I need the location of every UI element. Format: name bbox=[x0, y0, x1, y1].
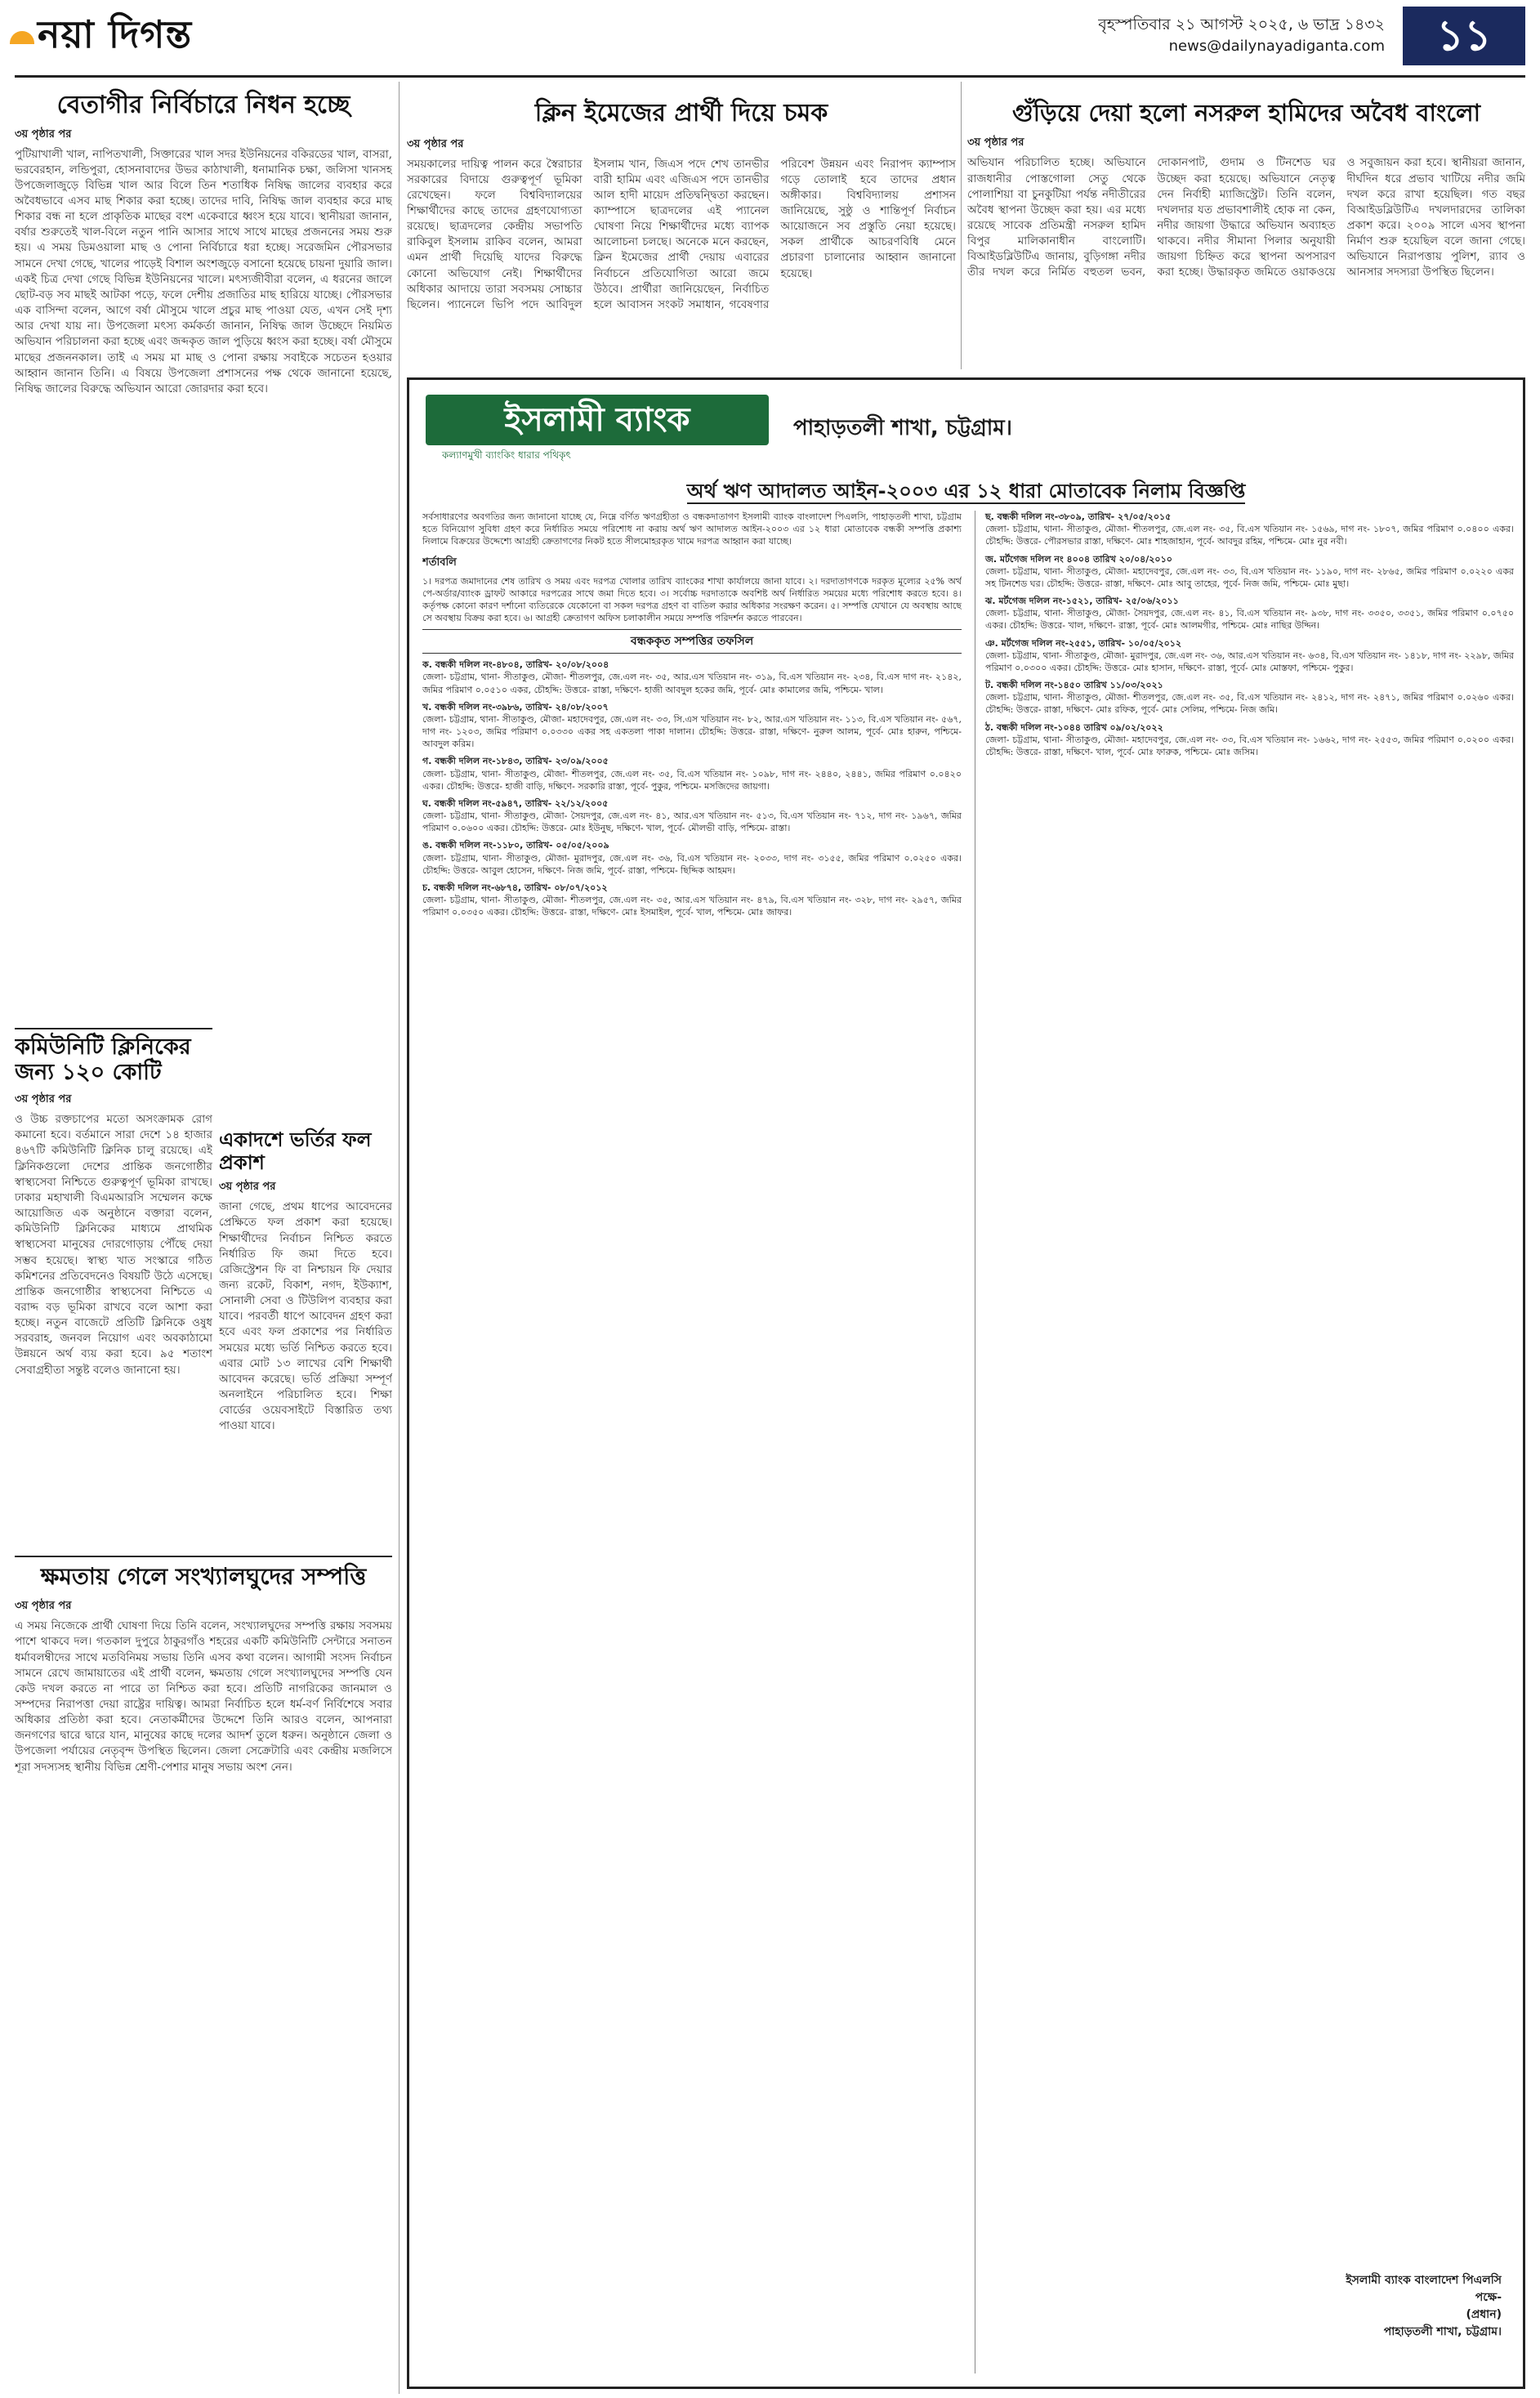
notice-conditions: ১। দরপত্র জমাদানের শেষ তারিখ ও সময় এবং দরপত্র খোলার তারিখ ব্যাংকের শাখা কার্যালয়ে জানা যাবে। ২। দরদাতাগণকে দরকৃত মূল্যের ২৫% অর্থ পে-অর্ডার/ব্যাংক ড্রাফট আকারে দরপত্রের সাথে জমা দিতে হবে। ৩। সর্বোচ্চ দরদাতাকে অবশিষ্ট অর্থ নির্ধারিত সময়ের মধ্যে পরিশোধ করতে হবে। ৪। কর্তৃপক্ষ কোনো কারণ দর্শানো ব্যতিরেকে যেকোনো বা সকল দরপত্র গ্রহণ বা বাতিল করার অধিকার সংরক্ষণ করেন। ৫। সম্পত্তি যেখানে যে অবস্থায় আছে সে অবস্থায় বিক্রয় করা হবে। ৬। আগ্রহী ক্রেতাগণ অফিস চলাকালীন সময়ে সম্পত্তি পরিদর্শন করতে পারবেন। bbox=[422, 575, 962, 624]
schedule-record bbox=[422, 797, 962, 835]
record-deed: চ. বন্ধকী দলিল নং-৬৮৭৪, তারিখ- ০৮/০৭/২০১২ bbox=[422, 882, 608, 893]
record-details: জেলা- চট্টগ্রাম, থানা- সীতাকুণ্ড, মৌজা- সৈয়দপুর, জে.এল নং- ৪১, বি.এস খতিয়ান নং- ৯৩৮, দাগ নং- ৩৩৫০, ৩৩৫১, জমির পরিমাণ ০.০৭৫০ একর। চৌহদ্দি: উত্তরে- খাল, দক্ষিণে- রাস্তা, পূর্বে- মোঃ আলমগীর, পশ্চিমে- মোঃ নাছির উদ্দিন। bbox=[985, 608, 1514, 632]
signature-title: (প্রধান) bbox=[1466, 2308, 1502, 2321]
article-betagi bbox=[15, 85, 392, 1023]
sun-logo-icon bbox=[10, 31, 34, 44]
bank-tagline: কল্যাণমুখী ব্যাংকিং ধারার পথিকৃৎ bbox=[442, 449, 571, 461]
record-deed: ঠ. বন্ধকী দলিল নং-১০৪৪ তারিখ ০৯/০২/২০২২ bbox=[985, 721, 1163, 733]
schedule-record bbox=[422, 659, 962, 696]
article-headline: ক্ষমতায় গেলে সংখ্যালঘুদের সম্পত্তি bbox=[40, 1563, 367, 1590]
article-body: ও উচ্চ রক্তচাপের মতো অসংক্রামক রোগ কমানো হবে। বর্তমানে সারা দেশে ১৪ হাজার ৪৬৭টি কমিউনিটি ক্লিনিক চালু রয়েছে। এই ক্লিনিকগুলো দেশের প্রান্তিক জনগোষ্ঠীর স্বাস্থ্যসেবা নিশ্চিতে গুরুত্বপূর্ণ ভূমিকা রাখছে। ঢাকার মহাখালী বিএমআরসি সম্মেলন কক্ষে আয়োজিত এক অনুষ্ঠানে বক্তারা বলেন, কমিউনিটি ক্লিনিকের মাধ্যমে প্রাথমিক স্বাস্থ্যসেবা মানুষের দোরগোড়ায় পৌঁছে দেয়া সম্ভব হয়েছে। স্বাস্থ্য খাত সংস্কারে গঠিত কমিশনের প্রতিবেদনেও বিষয়টি উঠে এসেছে। প্রান্তিক জনগোষ্ঠীর স্বাস্থ্যসেবা নিশ্চিতে এ বরাদ্দ বড় ভূমিকা রাখবে বলে আশা করা হচ্ছে। নতুন বাজেটে প্রতিটি ক্লিনিকে ওষুধ সরবরাহ, জনবল নিয়োগ এবং অবকাঠামো উন্নয়নে অর্থ ব্যয় করা হবে। ৯৫ শতাংশ সেবাগ্রহীতা সন্তুষ্ট বলেও জানানো হয়। bbox=[15, 1113, 212, 1377]
schedule-record bbox=[422, 882, 962, 919]
masthead bbox=[0, 0, 1540, 80]
article-kicker: ৩য় পৃষ্ঠার পর bbox=[15, 127, 72, 141]
article-kicker: ৩য় পৃষ্ঠার পর bbox=[15, 1093, 72, 1106]
signature-org: ইসলামী ব্যাংক বাংলাদেশ পিএলসি bbox=[1346, 2274, 1502, 2287]
branch-name: পাহাড়তলী শাখা, চট্টগ্রাম। bbox=[793, 416, 1012, 440]
schedule-record bbox=[985, 553, 1514, 591]
schedule-record bbox=[985, 511, 1514, 548]
article-kicker: ৩য় পৃষ্ঠার পর bbox=[219, 1181, 276, 1194]
website-email: news@dailynayadiganta.com bbox=[1168, 38, 1385, 55]
signature-branch: পাহাড়তলী শাখা, চট্টগ্রাম। bbox=[1383, 2325, 1502, 2338]
article-kicker: ৩য় পৃষ্ঠার পর bbox=[967, 136, 1024, 150]
article-headline: একাদশে ভর্তির ফল প্রকাশ bbox=[219, 1128, 372, 1174]
record-deed: ঞ. মর্টগেজ দলিল নং-২৫৫১, তারিখ- ১০/০৫/২০১২ bbox=[985, 637, 1182, 649]
record-details: জেলা- চট্টগ্রাম, থানা- সীতাকুণ্ড, মৌজা- মুরাদপুর, জে.এল নং- ৩৬, বি.এস খতিয়ান নং- ২০৩৩, দাগ নং- ৩১৫৫, জমির পরিমাণ ০.০২৫০ একর। চৌহদ্দি: উত্তরে- আবুল হোসেন, দক্ষিণে- নিজ জমি, পূর্বে- রাস্তা, পশ্চিমে- ছিদ্দিক আহমদ। bbox=[422, 852, 962, 876]
article-kicker: ৩য় পৃষ্ঠার পর bbox=[15, 1600, 72, 1613]
article-headline: গুঁড়িয়ে দেয়া হলো নসরুল হামিদের অবৈধ বাংলো bbox=[1011, 99, 1481, 127]
schedule-table-title: বন্ধককৃত সম্পত্তির তফসিল bbox=[422, 629, 962, 654]
record-deed: ঙ. বন্ধকী দলিল নং-১১৮০, তারিখ- ০৫/০৫/২০০৯ bbox=[422, 840, 609, 851]
record-deed: গ. বন্ধকী দলিল নং-১৮৪৩, তারিখ- ২৩/০৯/২০০৫ bbox=[422, 756, 609, 767]
bank-logo: ইসলামী ব্যাংক bbox=[426, 395, 769, 445]
record-deed: ছ. বন্ধকী দলিল নং-৩৮০৯, তারিখ- ২৭/০৫/২০১৫ bbox=[985, 511, 1172, 522]
record-details: জেলা- চট্টগ্রাম, থানা- সীতাকুণ্ড, মৌজা- শীতলপুর, জে.এল নং- ৩৫, আর.এস খতিয়ান নং- ৩১৯, বি.এস খতিয়ান নং- ২৩৪, বি.এস দাগ নং- ২১৪২, জমির পরিমাণ ০.০৫১০ একর, চৌহদ্দি: উত্তরে- রাস্তা, দক্ষিণে- হাজী আবদুল হকের জমি, পূর্বে- মোঃ কামালের জমি, পশ্চিমে- খাল। bbox=[422, 672, 962, 695]
page-number: ১১ bbox=[1403, 7, 1525, 65]
notice-title: অর্থ ঋণ আদালত আইন-২০০৩ এর ১২ ধারা মোতাবেক নিলাম বিজ্ঞপ্তি bbox=[686, 480, 1246, 502]
record-deed: ঘ. বন্ধকী দলিল নং-৫৯৪৭, তারিখ- ২২/১২/২০০৫ bbox=[422, 797, 609, 809]
column-divider bbox=[961, 82, 962, 369]
schedule-record bbox=[985, 679, 1514, 717]
article-body: জানা গেছে, প্রথম ধাপের আবেদনের প্রেক্ষিতে ফল প্রকাশ করা হয়েছে। শিক্ষার্থীদের নির্বাচন নিশ্চিত করতে নির্ধারিত ফি জমা দিতে হবে। রেজিস্ট্রেশন ফি বা নিশ্চায়ন ফি দেয়ার জন্য রকেট, বিকাশ, নগদ, ইউক্যাশ, সোনালী সেবা ও টিউলিপ ব্যবহার করা যাবে। পরবর্তী ধাপে আবেদন গ্রহণ করা হবে এবং ফল প্রকাশের পর নির্ধারিত সময়ের মধ্যে ভর্তি নিশ্চিত করতে হবে। এবার মোট ১৩ লাখের বেশি শিক্ষার্থী আবেদন করেছে। ভর্তি প্রক্রিয়া সম্পূর্ণ অনলাইনে পরিচালিত হবে। শিক্ষা বোর্ডের ওয়েবসাইটে বিস্তারিত তথ্য পাওয়া যাবে। bbox=[219, 1200, 392, 1433]
record-deed: ক. বন্ধকী দলিল নং-৪৮০৪, তারিখ- ২০/০৮/২০০৪ bbox=[422, 659, 609, 671]
article-admission bbox=[219, 1126, 392, 1551]
schedule-record bbox=[985, 595, 1514, 632]
record-details: জেলা- চট্টগ্রাম, থানা- সীতাকুণ্ড, মৌজা- মহাদেবপুর, জে.এল নং- ৩৩, বি.এস খতিয়ান নং- ১১৯০, দাগ নং- ২৮৬৫, জমির পরিমাণ ০.০২২০ একর সহ টিনশেড ঘর। চৌহদ্দি: উত্তরে- রাস্তা, দক্ষিণে- মোঃ আবু তাহের, পূর্বে- নিজ জমি, পশ্চিমে- মোঃ মুছা। bbox=[985, 565, 1514, 589]
auction-notice-ad bbox=[407, 377, 1525, 2389]
article-kicker: ৩য় পৃষ্ঠার পর bbox=[407, 137, 464, 150]
signature-for: পক্ষে- bbox=[1475, 2291, 1502, 2304]
masthead-rule bbox=[15, 75, 1525, 78]
article-minority-property bbox=[15, 1556, 392, 2389]
record-details: জেলা- চট্টগ্রাম, থানা- সীতাকুণ্ড, মৌজা- শীতলপুর, জে.এল নং- ৩৫, বি.এস খতিয়ান নং- ১৫৬৯, দাগ নং- ১৮০৭, জমির পরিমাণ ০.০৪০০ একর। চৌহদ্দি: উত্তরে- পৌরসভার রাস্তা, দক্ষিণে- মোঃ শাহজাহান, পূর্বে- আবদুর রহিম, পশ্চিমে- মোঃ নুর নবী। bbox=[985, 524, 1514, 547]
article-headline: কমিউনিটি ক্লিনিকের জন্য ১২০ কোটি bbox=[15, 1034, 191, 1086]
article-body: অভিযান পরিচালিত হচ্ছে। অভিযানে রাজধানীর পোস্তগোলা সেতু থেকে পোলাশিয়া বা চুনকুটিয়া পর্যন্ত নদীতীরের অবৈধ স্থাপনা উচ্ছেদ করা হয়। এর মধ্যে রয়েছে সাবেক প্রতিমন্ত্রী নসরুল হামিদ বিপুর মালিকানাধীন বাংলোটি। বিআইডব্লিউটিএ জানায়, বুড়িগঙ্গা নদীর তীর দখল করে নির্মিত বহুতল ভবন, দোকানপাট, গুদাম ও টিনশেড ঘর উচ্ছেদ করা হয়েছে। অভিযানে নেতৃত্ব দেন নির্বাহী ম্যাজিস্ট্রেট। তিনি বলেন, দখলদার যত প্রভাবশালীই হোক না কেন, নদীর জায়গা উদ্ধারে অভিযান অব্যাহত থাকবে। নদীর সীমানা পিলার অনুযায়ী জায়গা চিহ্নিত করে স্থাপনা অপসারণ করা হচ্ছে। উদ্ধারকৃত জমিতে ওয়াকওয়ে ও সবুজায়ন করা হবে। স্থানীয়রা জানান, দীর্ঘদিন ধরে প্রভাব খাটিয়ে নদীর জমি দখল করে রাখা হয়েছিল। গত বছর বিআইডব্লিউটিএ দখলদারদের তালিকা প্রকাশ করে। ২০০৯ সালে এসব স্থাপনা নির্মাণ শুরু হয়েছিল বলে জানা গেছে। অভিযানে নিরাপত্তায় পুলিশ, র‍্যাব ও আনসার সদস্যরা উপস্থিত ছিলেন। bbox=[967, 156, 1525, 279]
notice-intro: সর্বসাধারণের অবগতির জন্য জানানো যাচ্ছে যে, নিম্নে বর্ণিত ঋণগ্রহীতা ও বন্ধকদাতাগণ ইসলামী ব্যাংক বাংলাদেশ পিএলসি, পাহাড়তলী শাখা, চট্টগ্রাম হতে বিনিয়োগ সুবিধা গ্রহণ করে নির্ধারিত সময়ে পরিশোধ না করায় অর্থ ঋণ আদালত আইন-২০০৩ এর ১২ ধারা মোতাবেক বন্ধকী সম্পত্তি প্রকাশ্য নিলামে বিক্রয়ের উদ্দেশ্যে আগ্রহী ক্রেতাগণের নিকট হতে সীলমোহরকৃত খামে দরপত্র আহ্বান করা যাচ্ছে। bbox=[422, 511, 962, 547]
schedule-list-left bbox=[422, 659, 962, 918]
article-clean-image bbox=[407, 85, 956, 371]
dateline: বৃহস্পতিবার ২১ আগস্ট ২০২৫, ৬ ভাদ্র ১৪৩২ bbox=[1098, 16, 1385, 33]
article-body: এ সময় নিজেকে প্রার্থী ঘোষণা দিয়ে তিনি বলেন, সংখ্যালঘুদের সম্পত্তি রক্ষায় সবসময় পাশে থাকবে দল। গতকাল দুপুরে ঠাকুরগাঁও শহরের একটি কমিউনিটি সেন্টারে সনাতন ধর্মাবলম্বীদের সাথে মতবিনিময় সভায় তিনি এসব কথা বলেন। আগামী সংসদ নির্বাচন সামনে রেখে জামায়াতের এই প্রার্থী বলেন, ক্ষমতায় গেলে সংখ্যালঘুদের সম্পত্তি যেন কেউ দখল করতে না পারে তা নিশ্চিত করা হবে। প্রতিটি নাগরিকের জানমাল ও সম্পদের নিরাপত্তা দেয়া রাষ্ট্রের দায়িত্ব। আমরা নির্বাচিত হলে ধর্ম-বর্ণ নির্বিশেষে সবার অধিকার প্রতিষ্ঠা করা হবে। নেতাকর্মীদের উদ্দেশে তিনি আরও বলেন, আপনারা জনগণের দ্বারে দ্বারে যান, মানুষের কাছে দলের আদর্শ তুলে ধরুন। অনুষ্ঠানে জেলা ও উপজেলা পর্যায়ের নেতৃবৃন্দ উপস্থিত ছিলেন। জেলা সেক্রেটারি এবং কেন্দ্রীয় মজলিসে শূরা সদস্যসহ স্থানীয় বিভিন্ন শ্রেণী-পেশার মানুষ সভায় অংশ নেন। bbox=[15, 1619, 392, 1774]
article-body: সময়কালের দায়িত্ব পালন করে স্বৈরাচার সরকারের বিদায়ে গুরুত্বপূর্ণ ভূমিকা রেখেছেন। ফলে বিশ্ববিদ্যালয়ের শিক্ষার্থীদের কাছে তাদের গ্রহণযোগ্যতা রয়েছে। ছাত্রদলের কেন্দ্রীয় সভাপতি রাকিবুল ইসলাম রাকিব বলেন, আমরা এমন প্রার্থী দিয়েছি যাদের বিরুদ্ধে কোনো অভিযোগ নেই। শিক্ষার্থীদের অধিকার আদায়ে তারা সবসময় সোচ্চার ছিলেন। প্যানেলে ভিপি পদে আবিদুল ইসলাম খান, জিএস পদে শেখ তানভীর বারী হামিম এবং এজিএস পদে তানভীর আল হাদী মায়েদ প্রতিদ্বন্দ্বিতা করছেন। ক্যাম্পাসে ছাত্রদলের এই প্যানেল ঘোষণা নিয়ে শিক্ষার্থীদের মধ্যে ব্যাপক আলোচনা চলছে। অনেকে মনে করছেন, ক্লিন ইমেজের প্রার্থী দেয়ায় এবারের নির্বাচনে প্রতিযোগিতা আরো জমে উঠবে। প্রার্থীরা জানিয়েছেন, নির্বাচিত হলে আবাসন সংকট সমাধান, গবেষণার পরিবেশ উন্নয়ন এবং নিরাপদ ক্যাম্পাস গড়ে তোলাই হবে তাদের প্রধান অঙ্গীকার। বিশ্ববিদ্যালয় প্রশাসন জানিয়েছে, সুষ্ঠু ও শান্তিপূর্ণ নির্বাচন আয়োজনে সব প্রস্তুতি নেয়া হয়েছে। সকল প্রার্থীকে আচরণবিধি মেনে প্রচারণা চালানোর আহ্বান জানানো হয়েছে। bbox=[407, 157, 956, 311]
notice-right-column bbox=[975, 511, 1514, 2373]
record-details: জেলা- চট্টগ্রাম, থানা- সীতাকুণ্ড, মৌজা- মহাদেবপুর, জে.এল নং- ৩৩, সি.এস খতিয়ান নং- ৮২, আর.এস খতিয়ান নং- ১১৩, বি.এস খতিয়ান নং- ৫৬৭, দাগ নং- ১২০৩, জমির পরিমাণ ০.০৩৩০ একর সহ একতলা পাকা দালান। চৌহদ্দি: উত্তরে- রাস্তা, দক্ষিণে- নুরুল আলম, পূর্বে- মোঃ হারুন, পশ্চিমে- আবদুল করিম। bbox=[422, 713, 962, 750]
article-headline: ক্লিন ইমেজের প্রার্থী দিয়ে চমক bbox=[534, 99, 828, 127]
article-bungalow bbox=[967, 85, 1525, 371]
record-details: জেলা- চট্টগ্রাম, থানা- সীতাকুণ্ড, মৌজা- মহাদেবপুর, জে.এল নং- ৩৩, বি.এস খতিয়ান নং- ১৬৬২, দাগ নং- ২৫৫৩, জমির পরিমাণ ০.০২০০ একর। চৌহদ্দি: উত্তরে- রাস্তা, দক্ষিণে- খাল, পূর্বে- মোঃ ফারুক, পশ্চিমে- মোঃ জসিম। bbox=[985, 734, 1514, 757]
notice-left-column bbox=[422, 511, 962, 2373]
newspaper-logo: নয়া দিগন্ত bbox=[15, 7, 192, 69]
record-deed: ট. বন্ধকী দলিল নং-১৪৫০ তারিখ ১১/০৩/২০২১ bbox=[985, 680, 1163, 691]
schedule-record bbox=[422, 755, 962, 793]
schedule-record bbox=[985, 721, 1514, 759]
article-headline: বেতাগীর নির্বিচারে নিধন হচ্ছে bbox=[56, 91, 350, 119]
conditions-title: শর্তাবলি bbox=[422, 556, 457, 569]
record-details: জেলা- চট্টগ্রাম, থানা- সীতাকুণ্ড, মৌজা- সৈয়দপুর, জে.এল নং- ৪১, আর.এস খতিয়ান নং- ৫১৩, বি.এস খতিয়ান নং- ৭১২, দাগ নং- ১৯৬৭, জমির পরিমাণ ০.০৬০০ একর। চৌহদ্দি: উত্তরে- মোঃ ইউনুছ, দক্ষিণে- খাল, পূর্বে- মৌলভী বাড়ি, পশ্চিমে- রাস্তা। bbox=[422, 810, 962, 834]
notice-signature bbox=[1142, 2272, 1502, 2370]
record-deed: খ. বন্ধকী দলিল নং-৩৯৮৬, তারিখ- ২৪/০৮/২০০৭ bbox=[422, 701, 609, 712]
schedule-record bbox=[422, 701, 962, 751]
record-deed: জ. মর্টগেজ দলিল নং ৪০০৪ তারিখ ২০/০৪/২০১০ bbox=[985, 553, 1172, 565]
record-details: জেলা- চট্টগ্রাম, থানা- সীতাকুণ্ড, মৌজা- শীতলপুর, জে.এল নং- ৩৫, বি.এস খতিয়ান নং- ১০৯৮, দাগ নং- ২৪৪০, ২৪৪১, জমির পরিমাণ ০.০৪২০ একর। চৌহদ্দি: উত্তরে- হাজী বাড়ি, দক্ষিণে- সরকারি রাস্তা, পূর্বে- পুকুর, পশ্চিমে- মসজিদের জায়গা। bbox=[422, 768, 962, 792]
record-details: জেলা- চট্টগ্রাম, থানা- সীতাকুণ্ড, মৌজা- শীতলপুর, জে.এল নং- ৩৫, বি.এস খতিয়ান নং- ২৪১২, দাগ নং- ২৪৭১, জমির পরিমাণ ০.০২৬০ একর। চৌহদ্দি: উত্তরে- রাস্তা, দক্ষিণে- মোঃ রফিক, পূর্বে- মোঃ সেলিম, পশ্চিমে- নিজ জমি। bbox=[985, 692, 1514, 716]
record-details: জেলা- চট্টগ্রাম, থানা- সীতাকুণ্ড, মৌজা- মুরাদপুর, জে.এল নং- ৩৬, আর.এস খতিয়ান নং- ৬৩৪, বি.এস খতিয়ান নং- ১৪১৮, দাগ নং- ২২৯৮, জমির পরিমাণ ০.০৩০০ একর। চৌহদ্দি: উত্তরে- মোঃ হাসান, দক্ষিণে- রাস্তা, পূর্বে- মোঃ মোস্তফা, পশ্চিমে- পুকুর। bbox=[985, 650, 1514, 673]
schedule-list-right bbox=[985, 511, 1514, 758]
record-deed: ঝ. মর্টগেজ দলিল নং-১৫২১, তারিখ- ২৫/০৬/২০১১ bbox=[985, 596, 1179, 607]
record-details: জেলা- চট্টগ্রাম, থানা- সীতাকুণ্ড, মৌজা- শীতলপুর, জে.এল নং- ৩৫, আর.এস খতিয়ান নং- ৪৭৯, বি.এস খতিয়ান নং- ৩২৮, দাগ নং- ২৯৫৭, জমির পরিমাণ ০.০৩৫০ একর। চৌহদ্দি: উত্তরে- রাস্তা, দক্ষিণে- মোঃ ইসমাইল, পূর্বে- খাল, পশ্চিমে- মোঃ জাফর। bbox=[422, 895, 962, 918]
article-body: পুটিয়াখালী খাল, নাপিতখালী, সিক্তারের খাল সদর ইউনিয়নের বকিরডের খাল, বাসরা, ভরবেরহান, লন্ডিপুরা, হোসনাবাদের উভর কাঠাখালী, ধনামানিক চক্ষা, জলিসা খানসহ উপজেলাজুড়ে বিভিন্ন খাল আর বিলে তিন শতাধিক নিষিদ্ধ জালের ব্যবহার করে অবৈধভাবে এসব মাছ শিকার করা হচ্ছে। তাদের দাবি, নিষিদ্ধ জাল ব্যবহার করে মাছ শিকার বন্ধ না হলে প্রাকৃতিক মাছের বংশ একেবারে ধ্বংস হয়ে যাবে। স্থানীয়রা জানান, বর্ষার শুরুতেই খাল-বিলে নতুন পানি আসার সাথে সাথে মাছের প্রজননের সময় শুরু হয়। এ সময় ডিমওয়ালা মাছ ও পোনা নির্বিচারে ধরা হচ্ছে। সরেজমিন পৌরসভার সামনে দেখা গেছে, খালের পাড়েই বিশাল অংশজুড়ে বসানো হয়েছে চায়না দুয়ারি জাল। একই চিত্র দেখা গেছে বিভিন্ন ইউনিয়নের খালে। মৎস্যজীবীরা বলেন, এ ধরনের জালে ছোট-বড় সব মাছই আটকা পড়ে, ফলে দেশীয় প্রজাতির মাছ হারিয়ে যাচ্ছে। পৌরসভার এক বাসিন্দা বলেন, আগে বর্ষা মৌসুমে খালে প্রচুর মাছ পাওয়া যেত, এখন সেই দৃশ্য আর দেখা যায় না। উপজেলা মৎস্য কর্মকর্তা জানান, নিষিদ্ধ জাল উচ্ছেদে নিয়মিত অভিযান পরিচালনা করা হচ্ছে এবং জব্দকৃত জাল পুড়িয়ে ধ্বংস করা হচ্ছে। বর্ষা মৌসুমে মাছের প্রজননকাল। তাই এ সময় মা মাছ ও পোনা রক্ষায় সবাইকে সচেতন হওয়ার আহ্বান জানান তিনি। এ বিষয়ে উপজেলা প্রশাসনের পক্ষ থেকে জানানো হয়েছে, নিষিদ্ধ জালের বিরুদ্ধে অভিযান আরো জোরদার করা হবে। bbox=[15, 147, 392, 395]
column-divider bbox=[399, 82, 400, 2394]
schedule-record bbox=[422, 839, 962, 877]
schedule-record bbox=[985, 637, 1514, 675]
article-community-clinic bbox=[15, 1028, 212, 1551]
